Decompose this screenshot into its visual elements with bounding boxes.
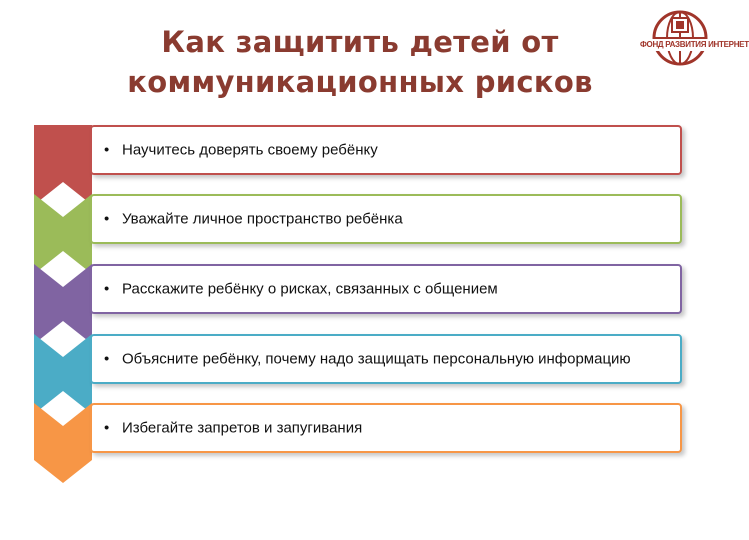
chevron-marker-4 <box>0 334 92 414</box>
item-text-5: • Избегайте запретов и запугивания <box>122 419 672 438</box>
item-text-1: • Научитесь доверять своему ребёнку <box>122 141 672 160</box>
title-line-2: коммуникационных рисков <box>127 65 593 99</box>
logo-text: ФОНД РАЗВИТИЯ ИНТЕРНЕТ <box>640 40 749 49</box>
item-box-3 <box>90 264 682 314</box>
item-text-2: • Уважайте личное пространство ребёнка <box>122 210 672 229</box>
chevron-marker-1 <box>0 125 92 205</box>
list-item <box>0 194 720 252</box>
item-box-1 <box>90 125 682 175</box>
item-box-4 <box>90 334 682 384</box>
list-item <box>0 334 720 392</box>
page-title <box>60 22 660 102</box>
item-text-3: • Расскажите ребёнку о рисках, связанных с общением <box>122 280 672 299</box>
list-item <box>0 403 720 461</box>
chevron-marker-3 <box>0 264 92 344</box>
title-line-1: Как защитить детей от <box>161 25 559 59</box>
chevron-marker-5 <box>0 403 92 483</box>
chevron-marker-2 <box>0 194 92 274</box>
logo <box>640 4 749 74</box>
list-item <box>0 125 720 183</box>
list-item <box>0 264 720 322</box>
item-box-2 <box>90 194 682 244</box>
item-box-5 <box>90 403 682 453</box>
item-text-4: • Объясните ребёнку, почему надо защищать персональную информацию <box>122 350 672 369</box>
